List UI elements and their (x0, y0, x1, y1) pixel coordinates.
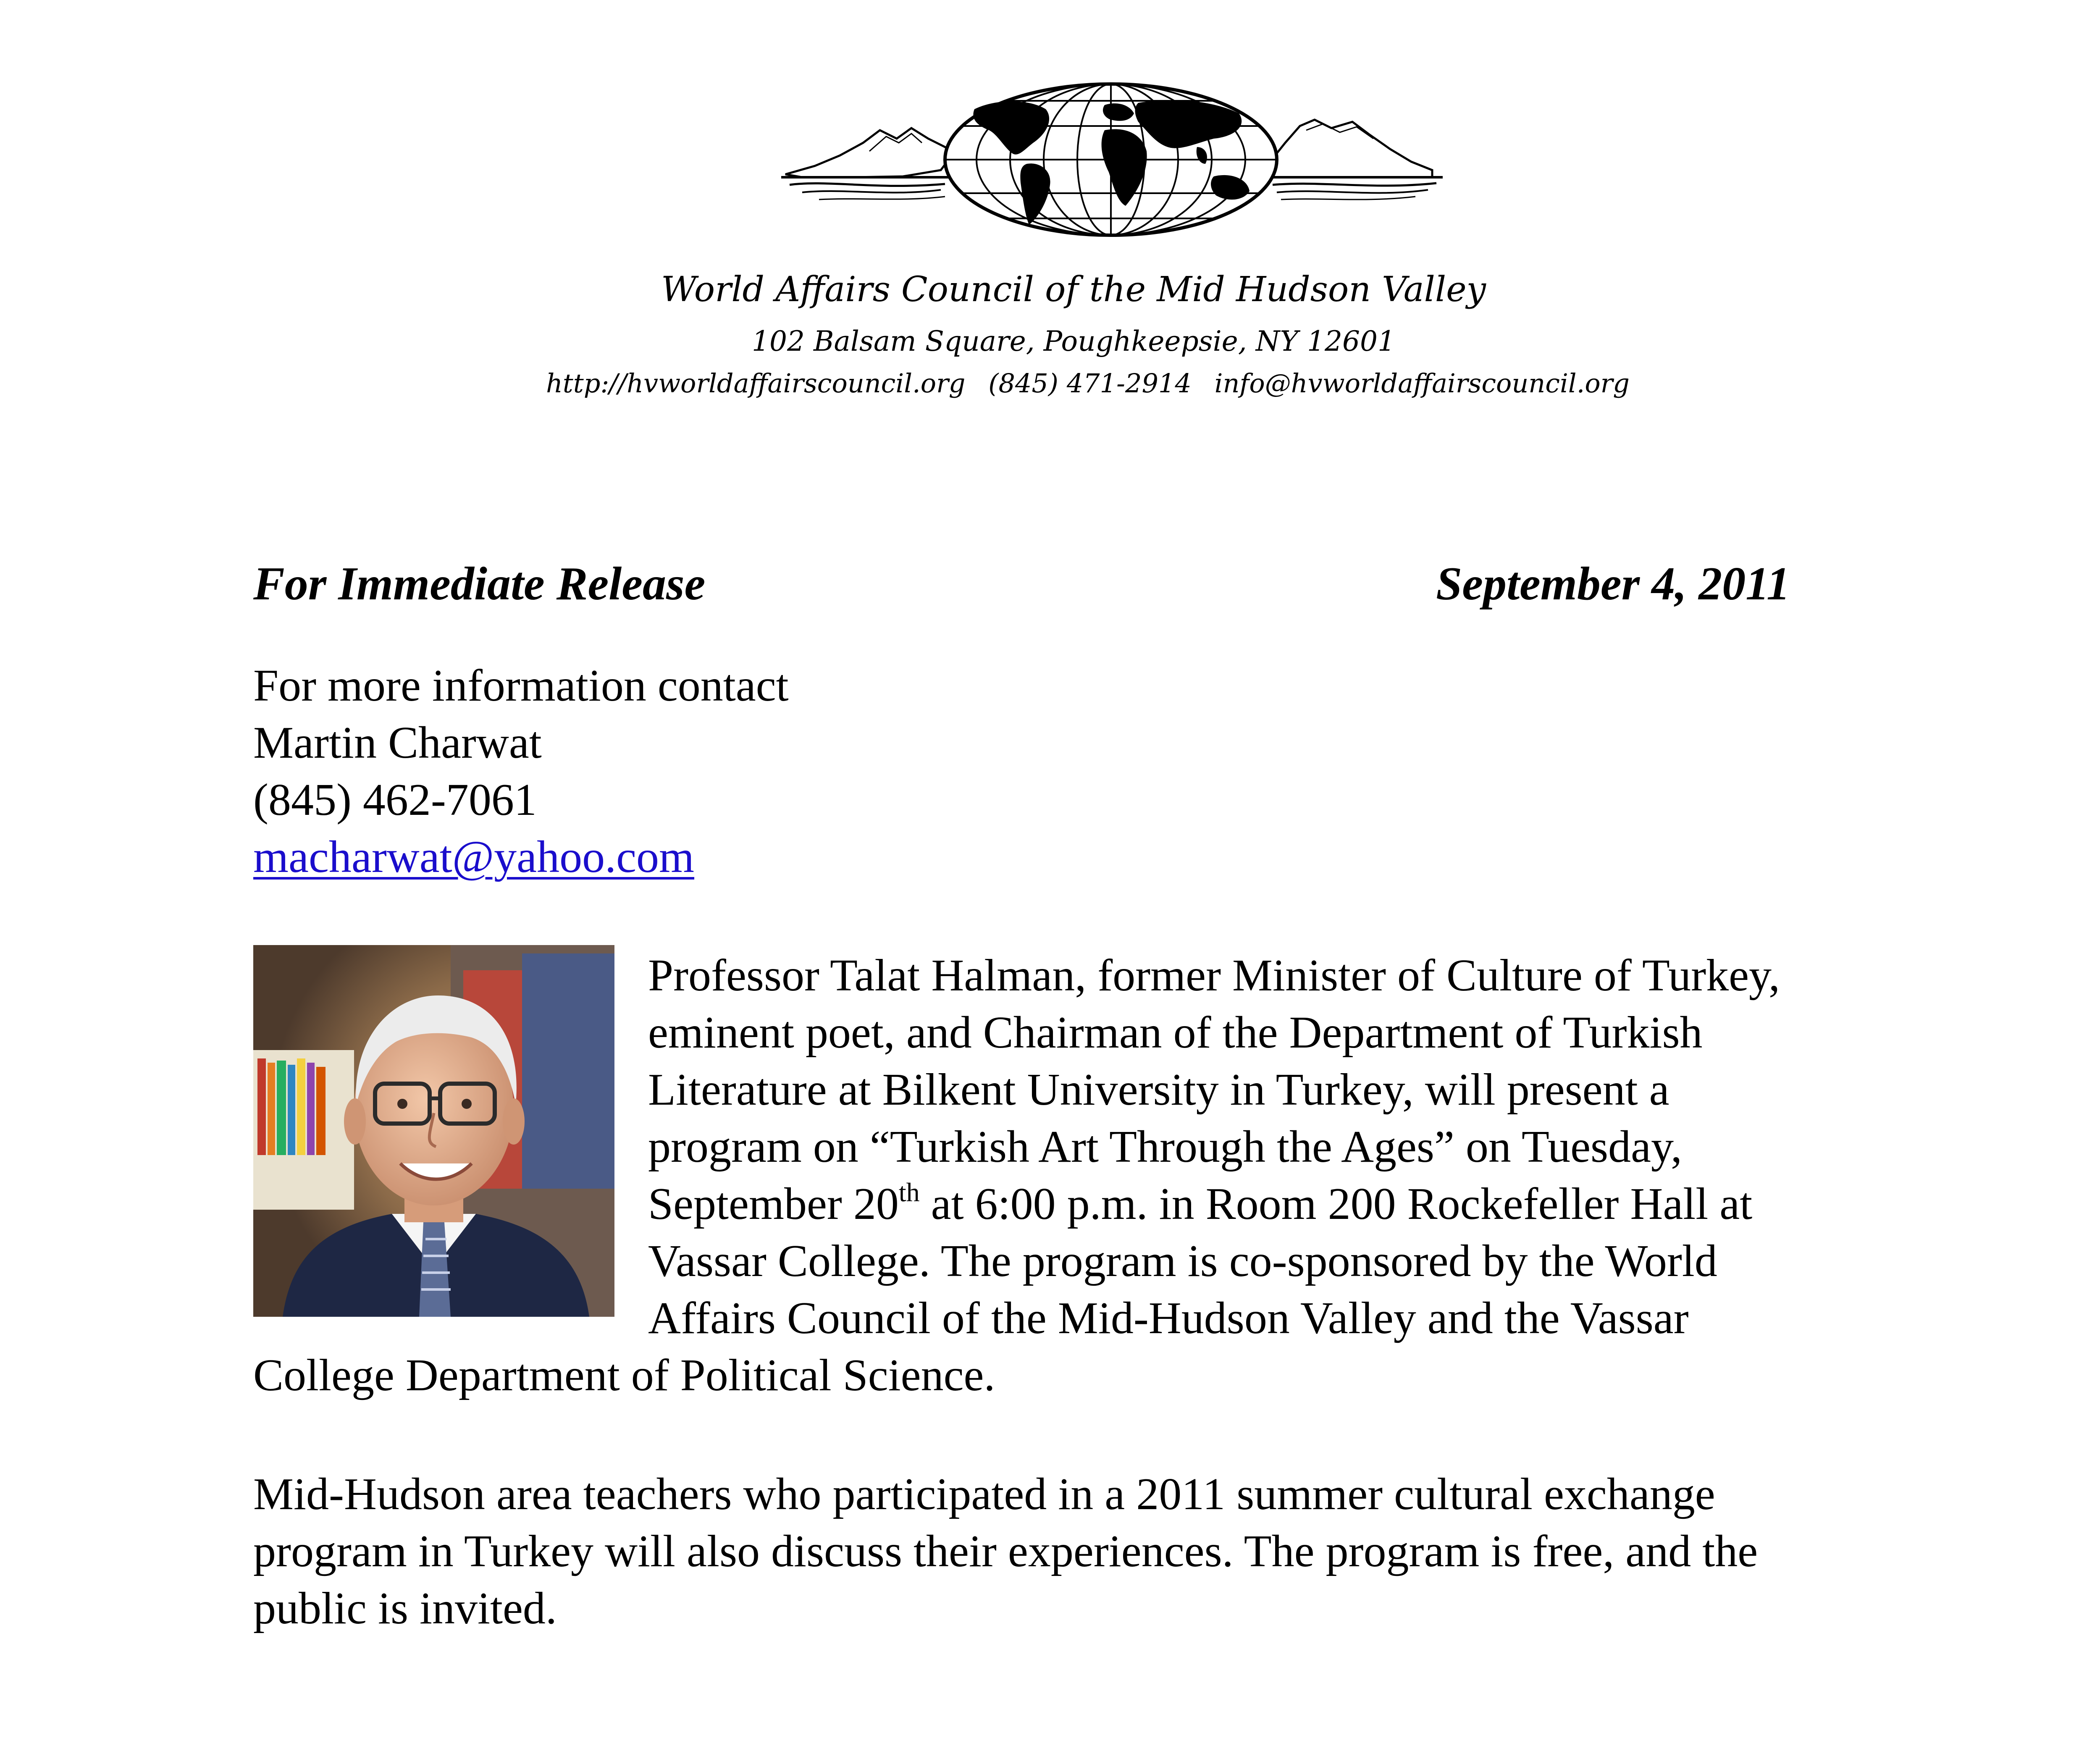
contact-name: Martin Charwat (253, 718, 542, 768)
paragraph-line: Literature at Bilkent University in Turkey, will present a (648, 1065, 1670, 1115)
body-paragraph-two (253, 1466, 1933, 1637)
org-email-link[interactable]: info@hvworldaffairscouncil.org (1214, 368, 1630, 399)
paragraph-line: eminent poet, and Chairman of the Department of Turkish (648, 1008, 1703, 1058)
org-name: World Affairs Council of the Mid Hudson Valley (661, 270, 1486, 310)
date-ordinal-suffix: th (898, 1177, 920, 1207)
contact-phone: (845) 462-7061 (253, 775, 537, 825)
event-time-location-text: at 6:00 p.m. in Room 200 Rockefeller Hall at (919, 1179, 1753, 1229)
org-address: 102 Balsam Square, Poughkeepsie, NY 12601 (752, 325, 1395, 357)
org-contact-line (546, 365, 1630, 402)
paragraph-line: public is invited. (253, 1583, 557, 1633)
event-date-text: September 20 (648, 1179, 899, 1229)
paragraph-line: program on “Turkish Art Through the Ages” on Tuesday, (648, 1122, 1682, 1172)
release-date: September 4, 2011 (1436, 558, 1790, 610)
paragraph-line: Professor Talat Halman, former Minister of Culture of Turkey, (648, 951, 1780, 1000)
paragraph-line: Vassar College. The program is co-sponsored by the World (648, 1236, 1717, 1286)
paragraph-line: Affairs Council of the Mid-Hudson Valley and the Vassar (648, 1293, 1689, 1343)
release-label: For Immediate Release (253, 558, 706, 610)
paragraph-line: College Department of Political Science. (253, 1350, 995, 1400)
contact-intro: For more information contact (253, 661, 789, 711)
paragraph-line (253, 1176, 1933, 1233)
globe-logo-icon (777, 80, 1445, 239)
org-phone: (845) 471-2914 (988, 368, 1192, 399)
body-paragraph-one (253, 947, 1933, 1404)
contact-block (253, 657, 789, 886)
paragraph-line: program in Turkey will also discuss their experiences. The program is free, and the (253, 1526, 1758, 1576)
paragraph-line: Mid-Hudson area teachers who participated in a 2011 summer cultural exchange (253, 1469, 1715, 1519)
contact-email-link[interactable]: macharwat@yahoo.com (253, 832, 695, 882)
org-website-link[interactable]: http://hvworldaffairscouncil.org (546, 368, 966, 399)
